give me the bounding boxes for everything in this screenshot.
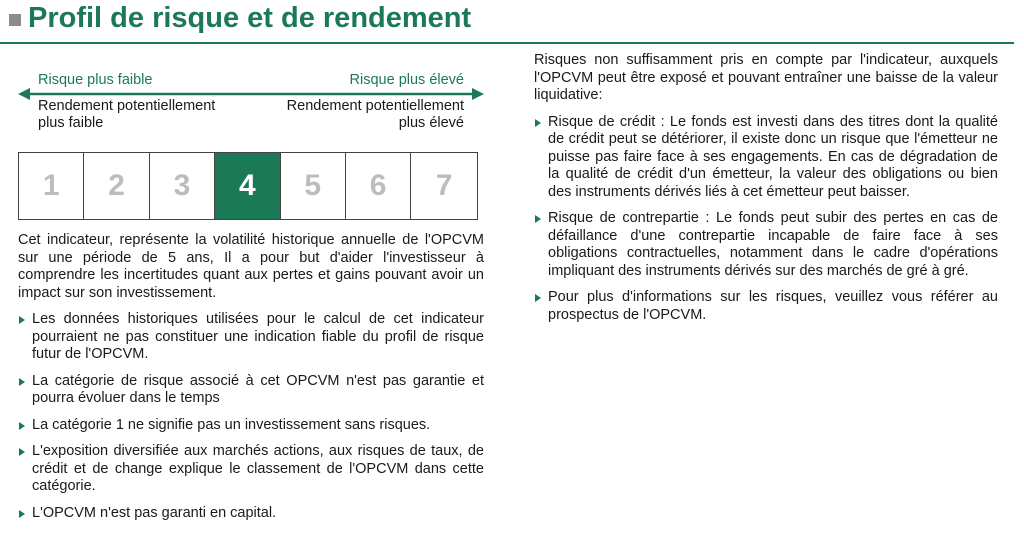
triangle-bullet-icon [535, 215, 541, 223]
risk-level-box: 4 [215, 153, 280, 219]
section-header [0, 0, 1024, 44]
risk-level-box: 5 [281, 153, 346, 219]
header-rule [0, 42, 1014, 44]
list-item [18, 311, 484, 364]
risk-level-box: 3 [150, 153, 215, 219]
triangle-bullet-icon [535, 119, 541, 127]
risk-level-box: 6 [346, 153, 411, 219]
triangle-bullet-icon [535, 294, 541, 302]
list-item-text: L'OPCVM n'est pas garanti en capital. [32, 504, 277, 521]
list-item-text: L'exposition diversifiée aux marchés actions, aux risques de taux, de crédit et de change explique le classement de l'OPCVM dans cette catégorie. [32, 443, 484, 494]
list-item [534, 289, 998, 324]
list-item [534, 114, 998, 202]
list-item [534, 210, 998, 280]
list-item [18, 505, 484, 523]
list-item-text: La catégorie de risque associé à cet OPCVM n'est pas garantie et pourra évoluer dans le temps [32, 372, 484, 406]
risk-level-box: 2 [84, 153, 149, 219]
list-item [18, 443, 484, 496]
list-item-text: La catégorie 1 ne signifie pas un investissement sans risques. [32, 416, 431, 433]
return-high-label: Rendement potentiellement plus élevé [286, 98, 464, 131]
right-bullet-list [534, 114, 998, 325]
list-item-text: Risque de crédit : Le fonds est investi dans des titres dont la qualité de crédit peut se détériorer, il existe donc un risque que l'émetteur ne puisse pas faire face à ses engagements. En cas de dégradation de la qualité de crédit d'un émetteur, la valeur des obligations ou bien des instruments dérivés liés à cet émetteur peut baisser. [548, 113, 998, 200]
indicator-explanation [18, 232, 484, 531]
additional-risks [534, 52, 998, 333]
list-item [18, 417, 484, 435]
risk-low-label: Risque plus faible [38, 72, 153, 88]
return-low-label: Rendement potentiellement plus faible [38, 98, 216, 131]
risk-high-label: Risque plus élevé [349, 72, 464, 88]
risk-level-box: 7 [435, 169, 453, 202]
left-bullet-list [18, 311, 484, 522]
triangle-bullet-icon [19, 422, 25, 430]
risk-level-box: 1 [19, 153, 84, 219]
triangle-bullet-icon [19, 448, 25, 456]
square-bullet-icon [9, 14, 21, 26]
list-item [18, 373, 484, 408]
list-item-text: Pour plus d'informations sur les risques, veuillez vous référer au prospectus de l'OPCVM. [548, 289, 998, 323]
risk-level-scale [18, 152, 478, 220]
triangle-bullet-icon [19, 316, 25, 324]
left-intro: Cet indicateur, représente la volatilité historique annuelle de l'OPCVM sur une période de 5 ans, Il a pour but d'aider l'investisseur à comprendre les incertitudes quant aux pertes et gains pouvant avoir un impact sur son investissement. [18, 232, 484, 301]
triangle-bullet-icon [19, 378, 25, 386]
triangle-bullet-icon [19, 510, 25, 518]
list-item-text: Les données historiques utilisées pour le calcul de cet indicateur pourraient ne pas constituer une indication fiable du profil de risque futur de l'OPCVM. [32, 311, 484, 362]
list-item-text: Risque de contrepartie : Le fonds peut subir des pertes en cas de défaillance d'une contrepartie incapable de faire face à ses obligations contractuelles, notamment dans le cadre d'opérations impliquant des instruments dérivés sur des marchés de gré à gré. [548, 210, 998, 279]
page-title: Profil de risque et de rendement [28, 2, 472, 34]
right-intro: Risques non suffisamment pris en compte par l'indicateur, auxquels l'OPCVM peut être exposé et pouvant entraîner une baisse de la valeur liquidative: [534, 52, 998, 103]
